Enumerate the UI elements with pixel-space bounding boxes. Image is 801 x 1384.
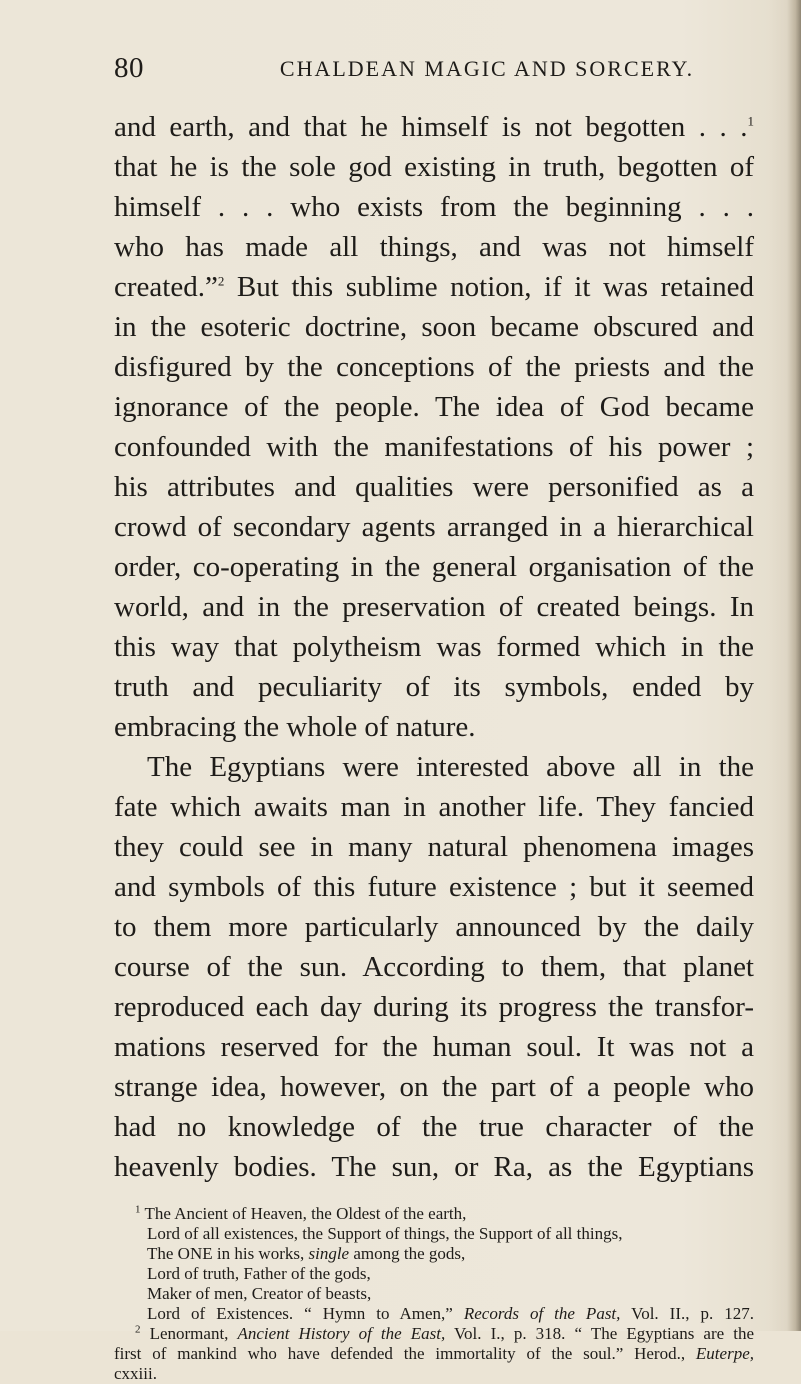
text-line: heavenly bodies. The sun, or Ra, as the Egyptians — [114, 1151, 754, 1183]
text-line: embracing the whole of nature. — [114, 711, 476, 743]
page-number: 80 — [114, 52, 144, 84]
text-line: his attributes and qualities were personified as a — [114, 471, 754, 503]
text-span: Vol. II., p. 127. — [620, 1304, 755, 1323]
body-text — [114, 107, 754, 1187]
text-span: The ONE in his works, — [147, 1244, 309, 1263]
text-line: truth and peculiarity of its symbols, ended by — [114, 671, 754, 703]
text-span-italic: Records of the Past, — [463, 1304, 621, 1323]
footnote-line — [114, 1204, 754, 1224]
text-line: The Egyptians were interested above all in the — [147, 751, 754, 783]
text-line: who has made all things, and was not himself — [114, 231, 754, 263]
running-head: CHALDEAN MAGIC AND SORCERY. — [279, 56, 695, 81]
footnote-mark: 1 — [135, 1203, 141, 1216]
text-span: and earth, and that he himself is not begotten . . . — [114, 111, 748, 143]
text-line: had no knowledge of the true character of the — [114, 1111, 754, 1143]
text-line: course of the sun. According to them, that planet — [114, 951, 754, 983]
footnote-ref: 1 — [747, 113, 754, 129]
footnote-line: Maker of men, Creator of beasts, — [147, 1284, 372, 1303]
text-span: created.” — [114, 271, 218, 303]
text-line: to them more particularly announced by the daily — [114, 911, 754, 943]
text-line: himself . . . who exists from the beginning . . . — [114, 191, 754, 223]
text-span-italic: Euterpe, — [695, 1344, 754, 1363]
text-line — [114, 107, 754, 147]
text-span: first of mankind who have defended the immortality of the soul.” Herod., — [114, 1344, 696, 1363]
text-span: But this sublime notion, if it was retained — [224, 271, 754, 303]
text-span-italic: single — [308, 1244, 350, 1263]
text-line: this way that polytheism was formed which in the — [114, 631, 754, 663]
text-line: confounded with the manifestations of his power ; — [114, 431, 754, 463]
text-span: Lenormant, — [149, 1324, 238, 1343]
text-line: strange idea, however, on the part of a people who — [114, 1071, 754, 1103]
text-line: they could see in many natural phenomena images — [114, 831, 754, 863]
footnote-line — [114, 1344, 754, 1364]
text-span: Vol. I., p. 318. “ The Egyptians are the — [445, 1324, 754, 1343]
page-edge-shadow — [787, 0, 801, 1331]
text-span: Lord of Existences. “ Hymn to Amen,” — [147, 1304, 464, 1323]
text-line: in the esoteric doctrine, soon became obscured and — [114, 311, 754, 343]
text-line: order, co-operating in the general organisation of the — [114, 551, 754, 583]
text-span-italic: Ancient History of the East, — [237, 1324, 446, 1343]
text-line: reproduced each day during its progress the transfor- — [114, 991, 754, 1023]
footnote-mark: 2 — [135, 1323, 141, 1336]
footnote-line: cxxiii. — [114, 1364, 157, 1383]
footnote-ref: 2 — [217, 273, 225, 289]
page-header — [114, 52, 746, 92]
text-line: mations reserved for the human soul. It was not a — [114, 1031, 754, 1063]
text-line — [114, 267, 754, 307]
footnote-line — [114, 1324, 754, 1344]
footnote-line — [114, 1244, 754, 1264]
footnote-line: Lord of truth, Father of the gods, — [147, 1264, 371, 1283]
text-line: ignorance of the people. The idea of God became — [114, 391, 754, 423]
footnote-line — [114, 1304, 754, 1324]
text-span: among the gods, — [349, 1244, 466, 1263]
text-line: crowd of secondary agents arranged in a hierarchical — [114, 511, 754, 543]
text-line: fate which awaits man in another life. They fancied — [114, 791, 754, 823]
text-line: world, and in the preservation of created beings. In — [114, 591, 754, 623]
text-line: and symbols of this future existence ; but it seemed — [114, 871, 754, 903]
text-line: that he is the sole god existing in truth, begotten of — [114, 151, 754, 183]
footnotes — [114, 1204, 754, 1384]
text-span: The Ancient of Heaven, the Oldest of the earth, — [144, 1204, 467, 1223]
footnote-line: Lord of all existences, the Support of things, the Support of all things, — [147, 1224, 623, 1243]
text-line: disfigured by the conceptions of the priests and the — [114, 351, 754, 383]
